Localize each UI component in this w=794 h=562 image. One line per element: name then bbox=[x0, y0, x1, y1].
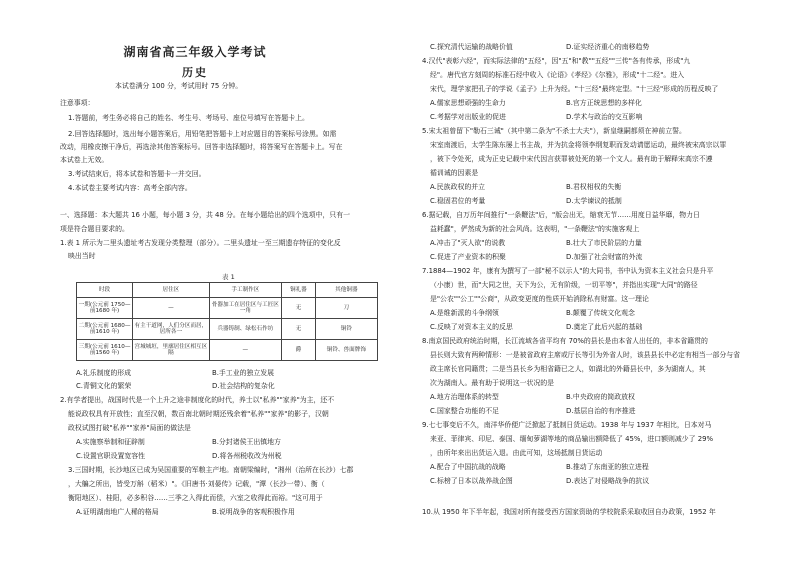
notes-line: 本试卷上无效。 bbox=[60, 156, 109, 164]
question-4-option: A.儒家思想顽强的生命力 bbox=[430, 99, 506, 107]
table-header: 居住区 bbox=[133, 283, 210, 298]
question-7-option: A.是维新派的斗争纲领 bbox=[430, 309, 499, 317]
question-4-stem: 经"。唐代官方刻周的标准石经中收入《论语》《孝经》《尔雅》，形成"十二经"。进入 bbox=[430, 71, 685, 79]
section-heading: 项是符合题目要求的。 bbox=[60, 225, 129, 233]
table-row bbox=[77, 298, 378, 319]
question-5-option: A.民族政权的并立 bbox=[430, 183, 486, 191]
question-8-stem: 8.南京国民政府统治时期，长江流域各省平均有 70%的县长是由本省人出任的，非本省籍贯的 bbox=[422, 337, 708, 345]
left-column bbox=[0, 0, 390, 562]
question-3-option: B.说明战争的客观积极作用 bbox=[212, 508, 295, 516]
question-5-option: B.君权相权的失衡 bbox=[566, 183, 622, 191]
notes-line: 4.本试卷主要考试内容：高考全部内容。 bbox=[68, 184, 192, 192]
question-6-option: D.加强了社会财富的外流 bbox=[566, 253, 643, 261]
table-cell: 无 bbox=[282, 319, 316, 340]
question-8-option: A.地方治理体系的转型 bbox=[430, 393, 499, 401]
question-4-stem: 4.汉代"表彰六经"，而实际法律的"五经"，因"五"和"教""五经""三传"各有传承，形成"九 bbox=[422, 57, 691, 65]
question-2-stem: 政权试图打破"私养""家养"局面的做法是 bbox=[68, 424, 191, 432]
table-header: 时段 bbox=[77, 283, 133, 298]
table-cell: 有主干道网，人们分区而居，居所各一 bbox=[133, 319, 210, 340]
exam-subject: 历史 bbox=[182, 66, 208, 79]
question-1-option: B.手工业的独立发展 bbox=[212, 369, 275, 377]
question-4-option: D.学术与政治的交互影响 bbox=[566, 113, 643, 121]
question-9-option: D.表达了对侵略战争的抗议 bbox=[566, 477, 650, 485]
question-8-stem: 政主席长官同籍贯；二是当县长乡为相省籍已之人，如湖北的外籍县长中，多为湖南人，其 bbox=[430, 365, 706, 373]
question-5-stem: ，被下令处死，成为正史记载中宋代因言获罪被处死的第一个文人。最有助于解释宋高宗不遵 bbox=[430, 155, 713, 163]
question-7-stem: （小康）世，而"大同之世，天下为公，无有阶级，一切平等"，并指出实现"大同"的路径 bbox=[430, 281, 698, 289]
table-cell: 宫城城垣，里廓居住区相互区隔 bbox=[133, 340, 210, 361]
question-9-stem: 9.七七事变后不久，南洋华侨便广泛掀起了抵制日货运动。1938 年与 1937 年相比，日本对马 bbox=[422, 421, 712, 429]
question-3-option: A.证明湖南地广人稀的格局 bbox=[76, 508, 159, 516]
notes-line: 2.回答选择题时，选出每小题答案后，用铅笔把答题卡上对应题目的答案标号涂黑。如需 bbox=[68, 130, 337, 138]
question-5-option: C.稳固君位的考量 bbox=[430, 197, 486, 205]
right-column bbox=[397, 0, 787, 562]
question-8-stem: 县长则大致有两种情形：一是被省政府主席或厅长等引为外省人时，该县县长中必定有相当一部分与省 bbox=[430, 351, 741, 359]
table-row bbox=[77, 340, 378, 361]
question-3-option: D.证实经济重心的南移趋势 bbox=[566, 43, 650, 51]
table-row bbox=[77, 319, 378, 340]
notes-line: 1.答题前，考生务必将自己的姓名、考生号、考场号、座位号填写在答题卡上。 bbox=[68, 114, 309, 122]
question-5-stem: 循训诫的因素是 bbox=[430, 169, 479, 177]
question-4-stem: 宋代，理学家把孔子的学说《孟子》上升为经。"十三经"最终定型。"十三经"形成的历程反映了 bbox=[430, 85, 719, 93]
table-cell: 骨器加工在居住区与工匠区一角 bbox=[209, 298, 281, 319]
table-cell: 兵器铸制、绿松石作坊 bbox=[209, 319, 281, 340]
question-10-stem: 10.从 1950 年下半年起，我国对所有接受西方国家资助的学校院系采取收回自办政策，1952 年 bbox=[422, 508, 716, 516]
notes-line: 改动，用橡皮擦干净后，再选涂其他答案标号。回答非选择题时，将答案写在答题卡上。写在 bbox=[60, 143, 343, 151]
table-cell: 爵 bbox=[282, 340, 316, 361]
score-line: 本试卷满分 100 分，考试用时 75 分钟。 bbox=[115, 82, 243, 90]
table-cell: 一期(公元前 1750—前1680 年) bbox=[77, 298, 133, 319]
question-8-option: D.基层自治的有序推进 bbox=[566, 407, 636, 415]
question-5-stem: 5.宋太祖曾留下"勒石三诫"（其中第二条为"不杀士大夫"），新皇继嗣都须在神前立誓。 bbox=[422, 127, 686, 135]
question-4-option: C.考据学对出版业的促进 bbox=[430, 113, 506, 121]
question-2-option: A.实施察举制和征辟制 bbox=[76, 438, 145, 446]
question-1-option: C.青铜文化的繁荣 bbox=[76, 382, 132, 390]
table-cell: — bbox=[209, 340, 281, 361]
table-header: 铜礼器 bbox=[282, 283, 316, 298]
question-1-option: A.礼乐制度的形成 bbox=[76, 369, 132, 377]
question-2-option: C.设置官职设置宽容性 bbox=[76, 452, 146, 460]
notes-line: 3.考试结束后，将本试卷和答题卡一并交回。 bbox=[68, 170, 206, 178]
table-cell: 三期(公元前 1610—前1560 年) bbox=[77, 340, 133, 361]
question-9-option: B.推动了东南亚的独立进程 bbox=[566, 463, 649, 471]
question-6-stem: 益耗蠢"，俨然成为新的社会风尚。这表明，"一条鞭法"的实施客观上 bbox=[430, 225, 640, 233]
question-3-stem: 衡阳地区）、桂阳，必多积谷……三季之入得此而偿，六室之收得此而裕。"这可用于 bbox=[68, 494, 323, 502]
table-cell: 铜铃 bbox=[315, 319, 377, 340]
question-3-stem: ，大艑之所出，皆受万斛（稻米）"。《旧唐书·刘晏传》记载，"潭（长沙一带）、衡（ bbox=[68, 480, 325, 488]
question-2-stem: 能说政权具有开放性；直至汉朝，数百南北朝时期还残余着"私养""家养"的影子，汉朝 bbox=[68, 410, 329, 418]
table-cell: — bbox=[133, 298, 210, 319]
question-9-option: A.配合了中国抗战的战略 bbox=[430, 463, 506, 471]
table-cell: 刀 bbox=[315, 298, 377, 319]
question-3-stem: 3.三国时期，长沙地区已成为吴国重要的军粮主产地。南朝梁编时，"湘州（治所在长沙）七郡 bbox=[68, 466, 354, 474]
section-heading: 一、选择题：本大题共 16 小题，每小题 3 分，共 48 分。在每小题给出的四个选项中，只有一 bbox=[60, 211, 351, 219]
question-5-stem: 宋室南渡后，太学生陈东屡上书主战，并为抗金将领李纲复职而发动请愿运动，最终被宋高宗以罪 bbox=[430, 141, 727, 149]
table-cell: 铜铃、兽面牌饰 bbox=[315, 340, 377, 361]
table-caption: 表 1 bbox=[222, 273, 235, 281]
question-6-option: A.冲击了"灭人欲"的说教 bbox=[430, 239, 506, 247]
question-7-stem: 7.1884—1902 年，康有为撰写了一部"秘不以示人"的大同书，书中认为资本主义社会只是升平 bbox=[422, 267, 714, 275]
table-header-row bbox=[77, 283, 378, 298]
question-8-option: B.中央政府的简政放权 bbox=[566, 393, 635, 401]
question-9-stem: 来亚、菲律宾、印尼、泰国、缅甸萝湖等地的商品输出额降低了 45%，进口额则减少了 29% bbox=[430, 435, 714, 443]
question-4-option: B.官方正统思想的多样化 bbox=[566, 99, 642, 107]
question-3-option: C.探究清代运输的战略价值 bbox=[430, 43, 513, 51]
question-7-option: D.奠定了此后兴起的基础 bbox=[566, 323, 643, 331]
question-7-stem: 是"公农""公工""公商"，从政变更度的性质开始消除私有财富。这一理论 bbox=[430, 295, 649, 303]
question-6-option: B.壮大了市民阶层的力量 bbox=[566, 239, 642, 247]
table-header: 其他铜器 bbox=[315, 283, 377, 298]
question-1-stem: 1.表 1 所示为二里头遗址考古发现分类整理（部分）。二里头遗址一至三期遗存特征的变化反 bbox=[60, 239, 341, 247]
question-7-option: C.反映了对资本主义的反思 bbox=[430, 323, 513, 331]
exam-title: 湖南省高三年级入学考试 bbox=[123, 45, 267, 59]
artifact-table bbox=[76, 282, 378, 361]
question-9-stem: ，由所年来出出货运入退。由此可知，这场抵制日货运动 bbox=[430, 449, 603, 457]
table-header: 手工制作区 bbox=[209, 283, 281, 298]
question-7-option: B.颠覆了传统文化观念 bbox=[566, 309, 635, 317]
question-8-stem: 次为湖南人。最有助于说明这一状况的是 bbox=[430, 379, 555, 387]
question-9-option: C.标榜了日本以战养战企图 bbox=[430, 477, 513, 485]
question-1-option: D.社会结构的复杂化 bbox=[212, 382, 275, 390]
question-2-option: D.将各州税收改为州税 bbox=[212, 452, 282, 460]
question-2-option: B.分封诸侯王出镇地方 bbox=[212, 438, 281, 446]
question-5-option: D.太学谏议的抵制 bbox=[566, 197, 622, 205]
question-6-stem: 6.据记载，自万历年间推行"一条鞭法"后，"版会出无，缩衰无节……用度日益华靡，物力日 bbox=[422, 211, 700, 219]
table-cell: 无 bbox=[282, 298, 316, 319]
table-cell: 二期(公元前 1680—前1610 年) bbox=[77, 319, 133, 340]
question-8-option: C.国家整合功能的不足 bbox=[430, 407, 500, 415]
question-6-option: C.促进了产业资本的积聚 bbox=[430, 253, 506, 261]
question-2-stem: 2.有学者提出，战国时代是一个上升之途非制度化的时代，养士以"私养""家养"为主，还不 bbox=[60, 396, 335, 404]
question-1-stem: 映出当时 bbox=[68, 252, 96, 260]
notes-heading: 注意事项： bbox=[60, 99, 95, 107]
